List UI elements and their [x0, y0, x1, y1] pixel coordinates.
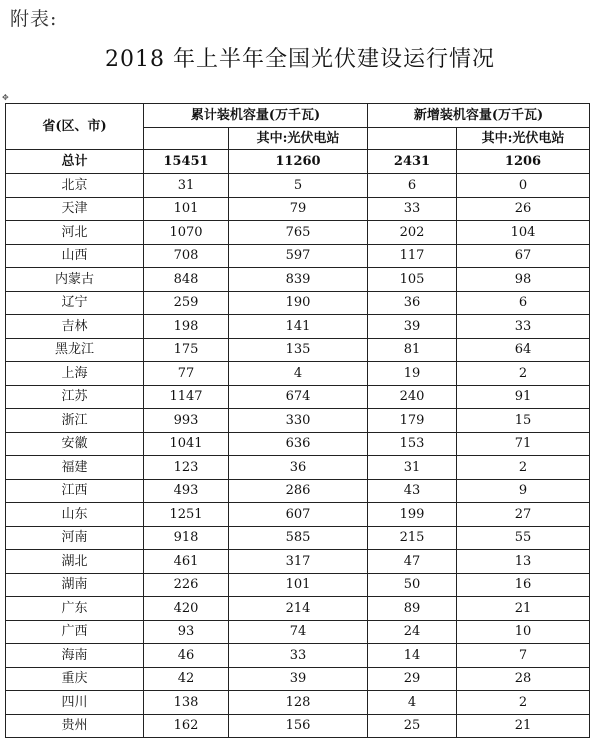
cumulative-capacity: 420: [144, 597, 229, 621]
table-row: [6, 362, 590, 386]
page-title: 2018 年上半年全国光伏建设运行情况: [105, 47, 495, 72]
new-station-capacity: 6: [457, 291, 590, 315]
cumulative-capacity: 226: [144, 573, 229, 597]
new-station-capacity: 91: [457, 385, 590, 409]
new-capacity-header: 新增装机容量(万千瓦): [368, 104, 590, 128]
new-station-capacity: 26: [457, 197, 590, 221]
region-header: 省(区、市): [6, 104, 144, 150]
total-cumulative-station: 11260: [229, 150, 368, 174]
total-cumulative: 15451: [144, 150, 229, 174]
appendix-label: 附表:: [10, 8, 58, 30]
cumulative-station-capacity: 74: [229, 620, 368, 644]
new-station-capacity: 27: [457, 503, 590, 527]
new-station-capacity: 0: [457, 174, 590, 198]
cumulative-capacity: 162: [144, 714, 229, 738]
cumulative-station-capacity: 317: [229, 550, 368, 574]
table-row: [6, 174, 590, 198]
region-name: 上海: [6, 362, 144, 386]
new-station-header: 其中:光伏电站: [457, 128, 590, 150]
region-name: 吉林: [6, 315, 144, 339]
region-name: 四川: [6, 691, 144, 715]
region-name: 安徽: [6, 432, 144, 456]
region-name: 内蒙古: [6, 268, 144, 292]
table-row: [6, 691, 590, 715]
region-name: 海南: [6, 644, 144, 668]
cumulative-station-capacity: 128: [229, 691, 368, 715]
region-name: 福建: [6, 456, 144, 480]
region-name: 广西: [6, 620, 144, 644]
region-name: 河北: [6, 221, 144, 245]
new-capacity: 240: [368, 385, 457, 409]
cumulative-capacity: 259: [144, 291, 229, 315]
new-capacity: 81: [368, 338, 457, 362]
cumulative-capacity: 138: [144, 691, 229, 715]
region-name: 山西: [6, 244, 144, 268]
cumulative-station-capacity: 674: [229, 385, 368, 409]
cumulative-station-header: 其中:光伏电站: [229, 128, 368, 150]
cumulative-station-capacity: 135: [229, 338, 368, 362]
table-row: [6, 667, 590, 691]
new-station-capacity: 21: [457, 597, 590, 621]
cumulative-capacity: 93: [144, 620, 229, 644]
new-capacity: 25: [368, 714, 457, 738]
new-capacity: 6: [368, 174, 457, 198]
new-station-capacity: 15: [457, 409, 590, 433]
cumulative-capacity: 993: [144, 409, 229, 433]
new-capacity: 33: [368, 197, 457, 221]
new-station-capacity: 21: [457, 714, 590, 738]
cumulative-capacity: 1041: [144, 432, 229, 456]
new-capacity: 215: [368, 526, 457, 550]
region-name: 江苏: [6, 385, 144, 409]
new-capacity: 47: [368, 550, 457, 574]
table-row: [6, 456, 590, 480]
cumulative-capacity: 1147: [144, 385, 229, 409]
table-row: [6, 620, 590, 644]
new-capacity: 31: [368, 456, 457, 480]
new-capacity: 19: [368, 362, 457, 386]
new-station-capacity: 67: [457, 244, 590, 268]
new-capacity: 4: [368, 691, 457, 715]
table-row: [6, 268, 590, 292]
cumulative-station-capacity: 79: [229, 197, 368, 221]
new-station-capacity: 2: [457, 691, 590, 715]
table-row: [6, 644, 590, 668]
new-capacity: 89: [368, 597, 457, 621]
table-row: [6, 573, 590, 597]
new-capacity: 29: [368, 667, 457, 691]
pv-capacity-table: [5, 103, 590, 738]
cumulative-capacity: 46: [144, 644, 229, 668]
region-name: 广东: [6, 597, 144, 621]
new-capacity: 105: [368, 268, 457, 292]
cumulative-station-capacity: 597: [229, 244, 368, 268]
table-move-handle-icon: ✥: [2, 93, 9, 102]
cumulative-station-capacity: 636: [229, 432, 368, 456]
cumulative-station-capacity: 101: [229, 573, 368, 597]
table-row: [6, 315, 590, 339]
new-capacity: 117: [368, 244, 457, 268]
cumulative-capacity: 77: [144, 362, 229, 386]
cumulative-station-capacity: 33: [229, 644, 368, 668]
new-station-capacity: 64: [457, 338, 590, 362]
new-station-capacity: 28: [457, 667, 590, 691]
region-name: 重庆: [6, 667, 144, 691]
cumulative-capacity: 708: [144, 244, 229, 268]
new-station-capacity: 104: [457, 221, 590, 245]
cumulative-station-capacity: 839: [229, 268, 368, 292]
table-row: [6, 385, 590, 409]
table-row: [6, 221, 590, 245]
cumulative-station-capacity: 330: [229, 409, 368, 433]
new-capacity: 179: [368, 409, 457, 433]
region-name: 辽宁: [6, 291, 144, 315]
table-row: [6, 338, 590, 362]
cumulative-capacity: 198: [144, 315, 229, 339]
new-capacity: 202: [368, 221, 457, 245]
new-station-capacity: 16: [457, 573, 590, 597]
cumulative-blank-cell: [144, 128, 229, 150]
region-name: 天津: [6, 197, 144, 221]
total-new: 2431: [368, 150, 457, 174]
cumulative-capacity-header: 累计装机容量(万千瓦): [144, 104, 368, 128]
region-name: 河南: [6, 526, 144, 550]
new-blank-cell: [368, 128, 457, 150]
new-station-capacity: 98: [457, 268, 590, 292]
new-station-capacity: 7: [457, 644, 590, 668]
cumulative-station-capacity: 4: [229, 362, 368, 386]
table-row: [6, 197, 590, 221]
new-capacity: 153: [368, 432, 457, 456]
cumulative-capacity: 175: [144, 338, 229, 362]
total-new-station: 1206: [457, 150, 590, 174]
table-row: [6, 503, 590, 527]
cumulative-capacity: 42: [144, 667, 229, 691]
cumulative-station-capacity: 214: [229, 597, 368, 621]
new-station-capacity: 2: [457, 362, 590, 386]
total-row: [6, 150, 590, 174]
total-label: 总计: [6, 150, 144, 174]
table-row: [6, 597, 590, 621]
table-row: [6, 409, 590, 433]
region-name: 贵州: [6, 714, 144, 738]
region-name: 湖南: [6, 573, 144, 597]
cumulative-capacity: 493: [144, 479, 229, 503]
new-capacity: 199: [368, 503, 457, 527]
new-capacity: 24: [368, 620, 457, 644]
table-row: [6, 244, 590, 268]
new-station-capacity: 13: [457, 550, 590, 574]
new-station-capacity: 10: [457, 620, 590, 644]
region-name: 浙江: [6, 409, 144, 433]
new-capacity: 36: [368, 291, 457, 315]
new-station-capacity: 71: [457, 432, 590, 456]
region-name: 北京: [6, 174, 144, 198]
cumulative-station-capacity: 5: [229, 174, 368, 198]
cumulative-station-capacity: 607: [229, 503, 368, 527]
cumulative-station-capacity: 156: [229, 714, 368, 738]
table-row: [6, 526, 590, 550]
new-capacity: 14: [368, 644, 457, 668]
cumulative-capacity: 101: [144, 197, 229, 221]
cumulative-station-capacity: 39: [229, 667, 368, 691]
cumulative-station-capacity: 765: [229, 221, 368, 245]
cumulative-station-capacity: 585: [229, 526, 368, 550]
cumulative-station-capacity: 141: [229, 315, 368, 339]
new-station-capacity: 33: [457, 315, 590, 339]
new-station-capacity: 9: [457, 479, 590, 503]
new-station-capacity: 55: [457, 526, 590, 550]
new-station-capacity: 2: [457, 456, 590, 480]
cumulative-capacity: 461: [144, 550, 229, 574]
region-name: 黑龙江: [6, 338, 144, 362]
cumulative-capacity: 918: [144, 526, 229, 550]
new-capacity: 50: [368, 573, 457, 597]
cumulative-capacity: 848: [144, 268, 229, 292]
cumulative-capacity: 1251: [144, 503, 229, 527]
cumulative-capacity: 1070: [144, 221, 229, 245]
new-capacity: 43: [368, 479, 457, 503]
cumulative-station-capacity: 190: [229, 291, 368, 315]
cumulative-capacity: 123: [144, 456, 229, 480]
cumulative-capacity: 31: [144, 174, 229, 198]
new-capacity: 39: [368, 315, 457, 339]
region-name: 山东: [6, 503, 144, 527]
cumulative-station-capacity: 36: [229, 456, 368, 480]
table-row: [6, 550, 590, 574]
region-name: 湖北: [6, 550, 144, 574]
table-row: [6, 479, 590, 503]
table-row: [6, 291, 590, 315]
cumulative-station-capacity: 286: [229, 479, 368, 503]
table-row: [6, 714, 590, 738]
region-name: 江西: [6, 479, 144, 503]
table-row: [6, 432, 590, 456]
